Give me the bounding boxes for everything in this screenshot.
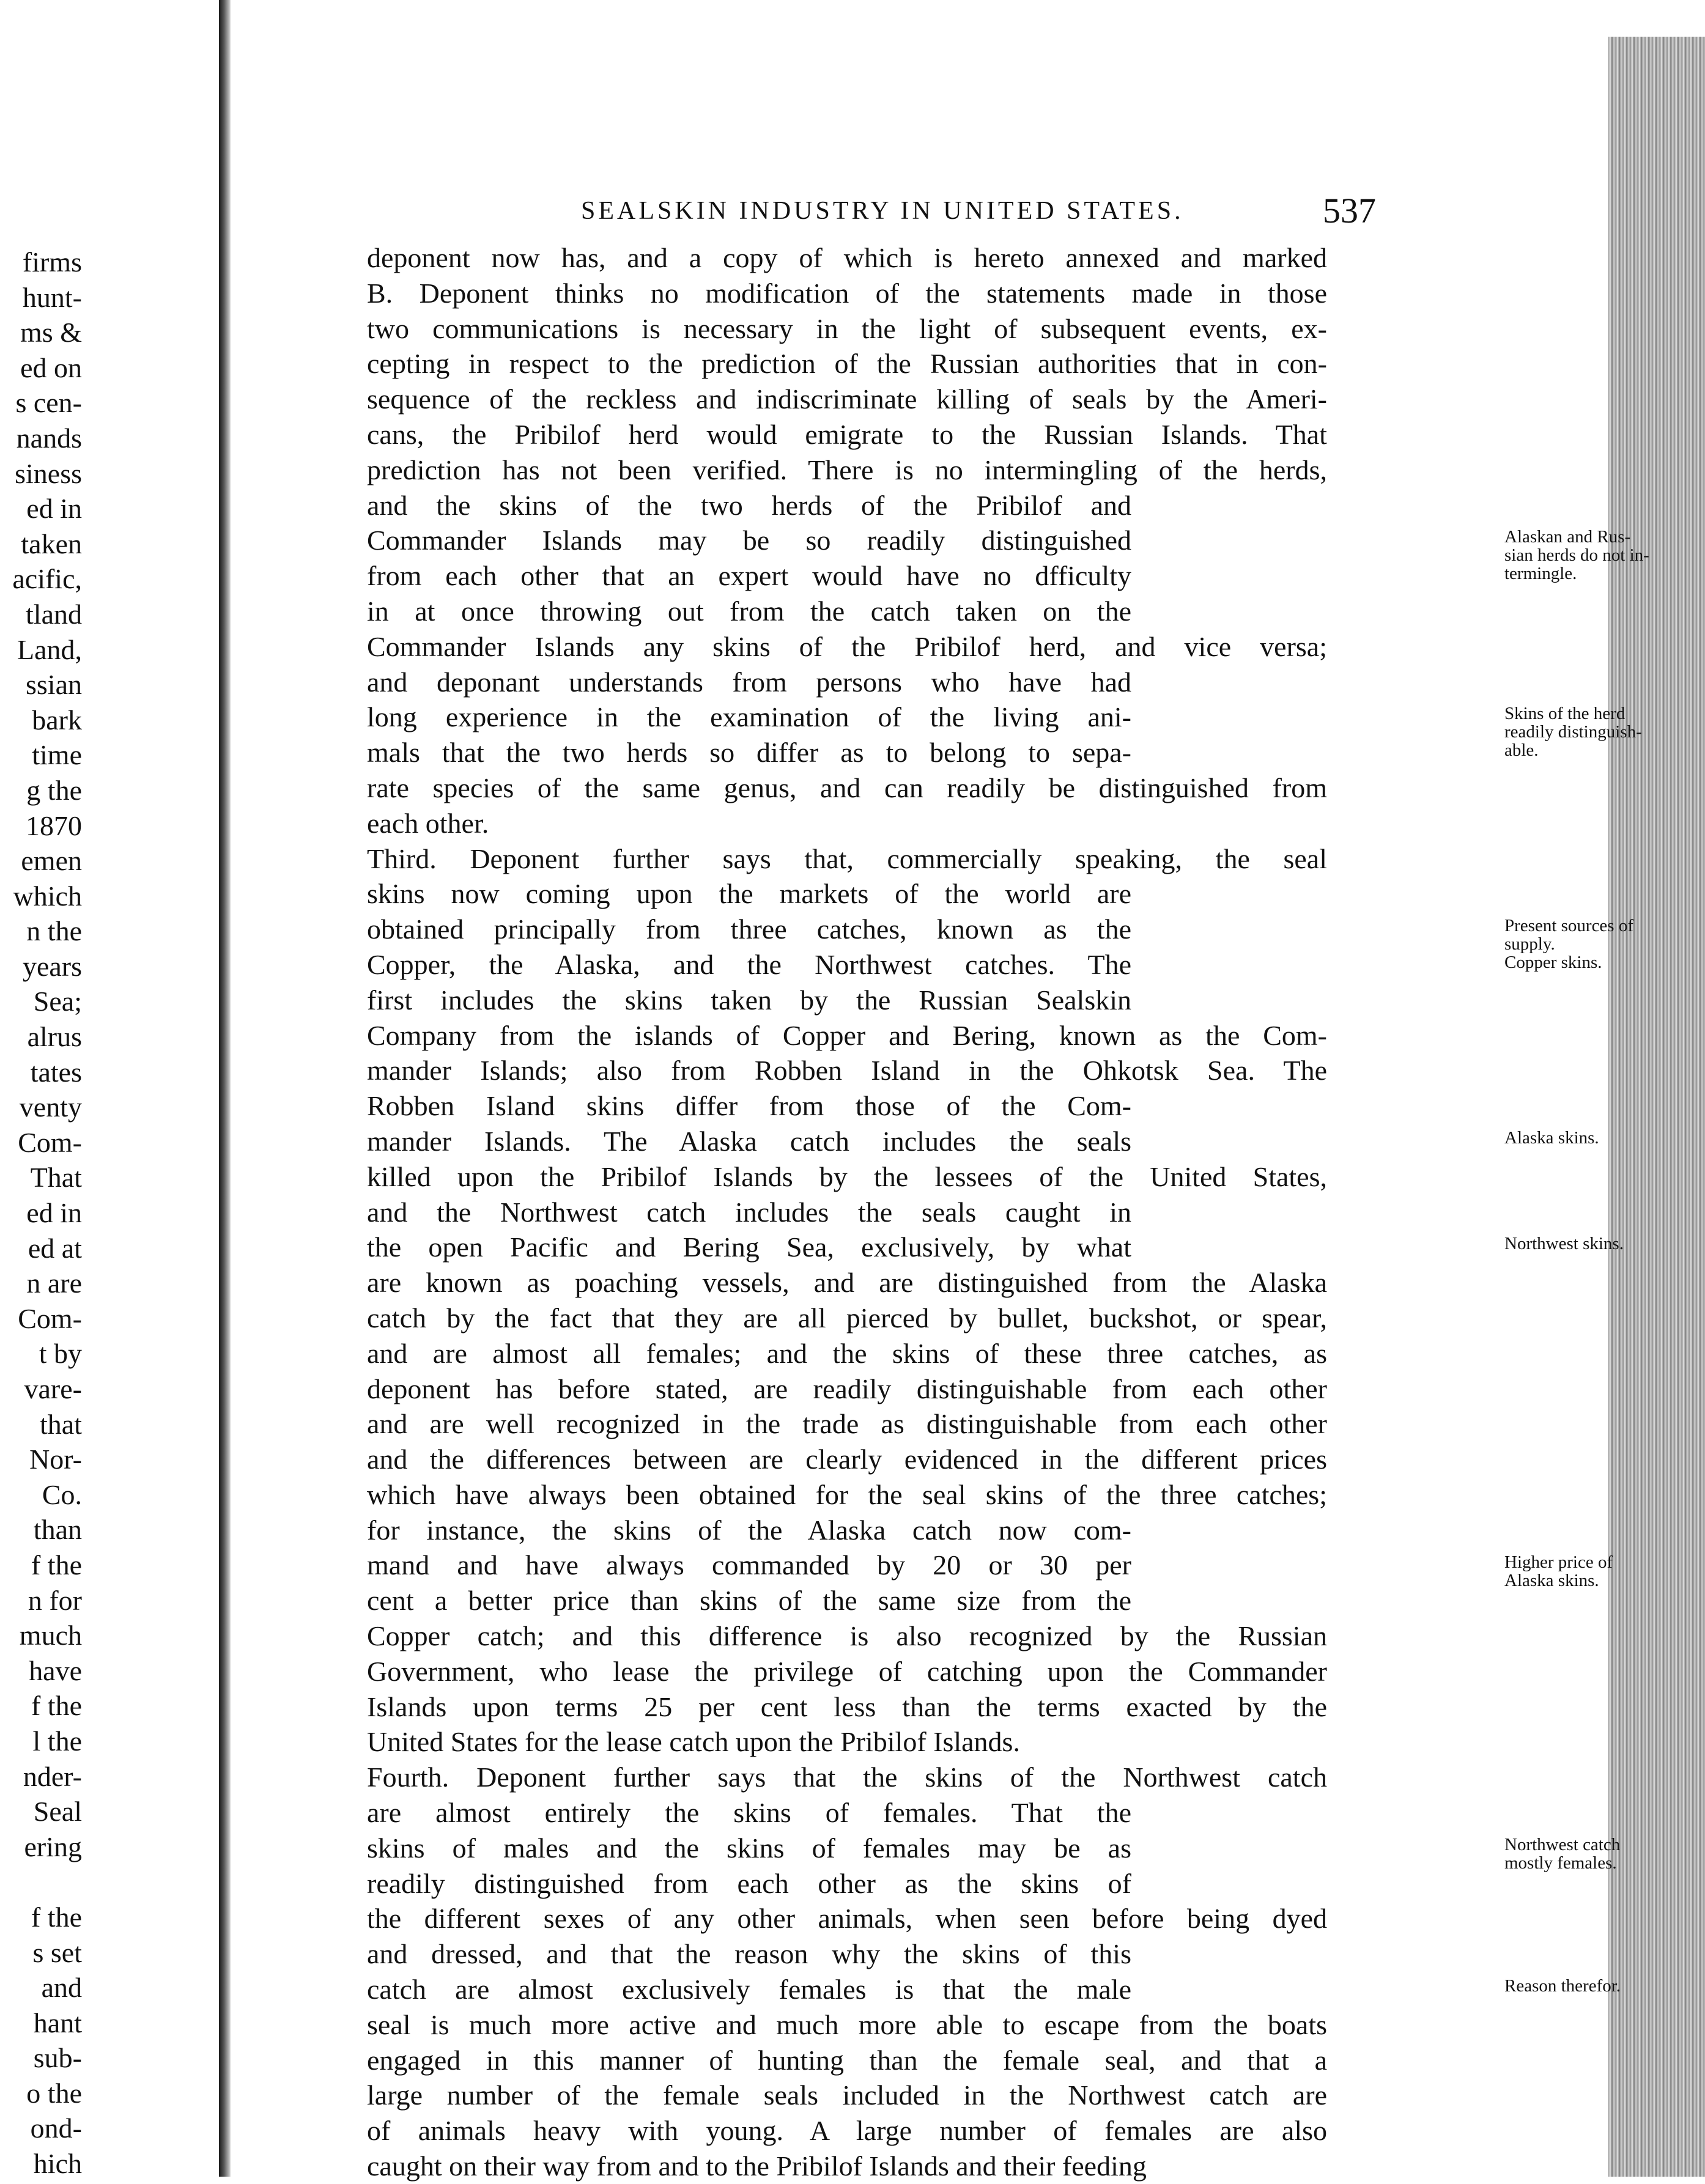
previous-page-line: s cen- — [15, 387, 82, 419]
body-line: are known as poaching vessels, and are distinguished from the Alaska — [367, 1267, 1327, 1299]
previous-page-line: l the — [32, 1725, 82, 1757]
margin-note-line: Copper skins. — [1504, 953, 1602, 973]
body-line: prediction has not been verified. There is no intermingling of the herds, — [367, 454, 1327, 485]
previous-page-line: than — [33, 1514, 82, 1546]
body-line: deponent has before stated, are readily distinguishable from each other — [367, 1373, 1327, 1404]
margin-note — [1504, 1234, 1705, 1253]
body-line: mander Islands; also from Robben Island in the Ohkotsk Sea. The — [367, 1055, 1327, 1086]
body-line: rate species of the same genus, and can readily be distinguished from — [367, 772, 1327, 803]
previous-page-line: acific, — [12, 563, 82, 595]
previous-page-line: sub- — [33, 2042, 82, 2074]
page-number: 537 — [1323, 191, 1376, 231]
margin-note — [1504, 1553, 1705, 1590]
previous-page-line: Com- — [18, 1302, 82, 1334]
body-line: caught on their way from and to the Pribilof Islands and their feeding — [367, 2150, 1147, 2182]
margin-note-line: Alaska skins. — [1504, 1570, 1599, 1590]
previous-page-line: ering — [24, 1831, 82, 1862]
margin-note — [1504, 528, 1705, 583]
body-line: and are well recognized in the trade as distinguishable from each other — [367, 1408, 1327, 1440]
margin-note-line: readily distinguish- — [1504, 722, 1642, 742]
body-line: Third. Deponent further says that, commercially speaking, the seal — [367, 843, 1327, 874]
previous-page-line: have — [29, 1655, 82, 1686]
previous-page-line: g the — [26, 774, 82, 806]
body-line: mand and have always commanded by 20 or 30 per — [367, 1549, 1131, 1581]
body-line: Commander Islands any skins of the Pribilof herd, and vice versa; — [367, 630, 1327, 662]
previous-page-line: hich — [33, 2148, 82, 2180]
body-line: for instance, the skins of the Alaska catch now com- — [367, 1514, 1131, 1546]
running-head: SEALSKIN INDUSTRY IN UNITED STATES. — [581, 197, 1184, 225]
previous-page-line: nder- — [23, 1760, 82, 1792]
body-line: B. Deponent thinks no modification of the statements made in those — [367, 277, 1327, 309]
previous-page-line: t by — [39, 1338, 82, 1370]
margin-note — [1504, 1835, 1705, 1872]
previous-page-line: venty — [19, 1091, 82, 1123]
previous-page-line: ms & — [20, 317, 82, 349]
previous-page-line: Nor- — [29, 1444, 82, 1475]
margin-note-line: Alaska skins. — [1504, 1128, 1599, 1148]
margin-note-line: Higher price of — [1504, 1552, 1613, 1572]
body-line: large number of the female seals included in the Northwest catch are — [367, 2079, 1327, 2111]
margin-note-line: supply. — [1504, 934, 1555, 954]
body-line: readily distinguished from each other as the skins of — [367, 1867, 1131, 1899]
previous-page-line: Co. — [42, 1478, 82, 1510]
book-gutter — [219, 0, 231, 2177]
previous-page-line: ed in — [26, 1197, 82, 1229]
previous-page-line: alrus — [27, 1021, 82, 1053]
previous-page-fragment — [0, 245, 92, 2182]
body-line: Islands upon terms 25 per cent less than the terms exacted by the — [367, 1691, 1327, 1722]
previous-page-line: firms — [22, 246, 82, 278]
previous-page-line: ed in — [26, 493, 82, 525]
body-line: and the Northwest catch includes the seals caught in — [367, 1196, 1131, 1228]
previous-page-line: taken — [21, 528, 82, 559]
body-line: which have always been obtained for the seal skins of the three catches; — [367, 1478, 1327, 1510]
body-line: and the skins of the two herds of the Pribilof and — [367, 489, 1131, 521]
previous-page-line: That — [30, 1162, 82, 1193]
previous-page-line: bark — [32, 704, 82, 736]
previous-page-line: n are — [26, 1267, 82, 1299]
body-line: engaged in this manner of hunting than the female seal, and that a — [367, 2044, 1327, 2076]
body-line: and deponant understands from persons who have had — [367, 666, 1131, 698]
body-line: obtained principally from three catches, known as the — [367, 913, 1131, 945]
previous-page-line: vare- — [24, 1373, 82, 1404]
previous-page-line: 1870 — [26, 810, 82, 841]
body-line: the open Pacific and Bering Sea, exclusively, by what — [367, 1231, 1131, 1263]
previous-page-line: time — [32, 739, 82, 771]
body-line: skins now coming upon the markets of the world are — [367, 878, 1131, 910]
body-line: cans, the Pribilof herd would emigrate to the Russian Islands. That — [367, 418, 1327, 450]
previous-page-line: o the — [26, 2077, 82, 2109]
body-line: and dressed, and that the reason why the skins of this — [367, 1938, 1131, 1970]
body-line: Company from the islands of Copper and Bering, known as the Com- — [367, 1019, 1327, 1051]
body-line: catch by the fact that they are all pierced by bullet, buckshot, or spear, — [367, 1302, 1327, 1334]
body-line: mals that the two herds so differ as to belong to sepa- — [367, 737, 1131, 769]
body-line: Commander Islands may be so readily distinguished — [367, 525, 1131, 556]
previous-page-line: hant — [33, 2007, 82, 2038]
previous-page-line: ond- — [30, 2112, 82, 2144]
body-line: killed upon the Pribilof Islands by the lessees of the United States, — [367, 1160, 1327, 1192]
margin-note — [1504, 1977, 1705, 1995]
body-line: cepting in respect to the prediction of the Russian authorities that in con- — [367, 348, 1327, 380]
body-line: sequence of the reckless and indiscriminate killing of seals by the Ameri- — [367, 383, 1327, 415]
previous-page-line: f the — [31, 1549, 82, 1581]
previous-page-line: ed on — [20, 352, 82, 383]
body-line: and the differences between are clearly evidenced in the different prices — [367, 1444, 1327, 1475]
margin-note-line: sian herds do not in- — [1504, 545, 1649, 566]
margin-note-line: Present sources of — [1504, 916, 1634, 936]
margin-note-line: Skins of the herd — [1504, 704, 1625, 724]
margin-note-line: able. — [1504, 740, 1539, 761]
margin-note — [1504, 917, 1705, 972]
body-line: seal is much more active and much more able to escape from the boats — [367, 2009, 1327, 2040]
previous-page-line: Seal — [33, 1796, 82, 1828]
previous-page-line: f the — [31, 1901, 82, 1933]
previous-page-line: years — [22, 950, 82, 982]
body-line: Copper, the Alaska, and the Northwest catches. The — [367, 948, 1131, 980]
previous-page-line: Sea; — [33, 986, 82, 1017]
previous-page-line — [0, 1864, 92, 1900]
previous-page-line: Land, — [17, 633, 82, 665]
body-line: the different sexes of any other animals, when seen before being dyed — [367, 1903, 1327, 1935]
body-line: Robben Island skins differ from those of the Com- — [367, 1090, 1131, 1122]
previous-page-line: hunt- — [22, 281, 82, 313]
body-text — [367, 240, 1649, 2184]
previous-page-line: ed at — [28, 1232, 82, 1264]
previous-page-line: n the — [26, 915, 82, 947]
previous-page-line: nands — [16, 422, 82, 454]
margin-note — [1504, 704, 1705, 759]
body-line: from each other that an expert would have no dfficulty — [367, 560, 1131, 592]
previous-page-line: which — [13, 880, 82, 912]
previous-page-line: much — [19, 1620, 82, 1651]
margin-note-line: Northwest catch — [1504, 1835, 1621, 1854]
previous-page-line: that — [40, 1408, 82, 1440]
previous-page-line: ssian — [26, 669, 82, 701]
margin-note-line: Northwest skins. — [1504, 1234, 1624, 1254]
body-line: of animals heavy with young. A large number of females are also — [367, 2115, 1327, 2147]
margin-note — [1504, 1129, 1705, 1147]
body-line: are almost entirely the skins of females. That the — [367, 1797, 1131, 1829]
previous-page-line: emen — [21, 845, 82, 877]
body-line: long experience in the examination of the living ani- — [367, 701, 1131, 733]
body-line: two communications is necessary in the light of subsequent events, ex- — [367, 312, 1327, 344]
body-line: Government, who lease the privilege of catching upon the Commander — [367, 1655, 1327, 1687]
body-line: each other. — [367, 807, 489, 839]
margin-note-line: termingle. — [1504, 564, 1577, 584]
previous-page-line: s set — [32, 1936, 82, 1968]
previous-page-line: tates — [30, 1056, 82, 1088]
previous-page-line: siness — [15, 457, 82, 489]
previous-page-line: n for — [28, 1584, 82, 1616]
body-line: first includes the skins taken by the Russian Sealskin — [367, 984, 1131, 1016]
body-line: Copper catch; and this difference is also recognized by the Russian — [367, 1620, 1327, 1652]
body-line: in at once throwing out from the catch taken on the — [367, 595, 1131, 627]
margin-note-line: Alaskan and Rus- — [1504, 527, 1631, 547]
body-line: United States for the lease catch upon the Pribilof Islands. — [367, 1726, 1020, 1758]
previous-page-line: tland — [26, 598, 82, 630]
previous-page-line: f the — [31, 1690, 82, 1722]
body-line: cent a better price than skins of the same size from the — [367, 1585, 1131, 1617]
margin-note-line: mostly females. — [1504, 1853, 1617, 1873]
body-line: Fourth. Deponent further says that the skins of the Northwest catch — [367, 1762, 1327, 1793]
previous-page-line: Com- — [18, 1126, 82, 1158]
body-line: and are almost all females; and the skins of these three catches, as — [367, 1337, 1327, 1369]
body-line: catch are almost exclusively females is that the male — [367, 1974, 1131, 2005]
body-line: mander Islands. The Alaska catch includes the seals — [367, 1125, 1131, 1157]
body-line: skins of males and the skins of females may be as — [367, 1832, 1131, 1864]
body-line: deponent now has, and a copy of which is hereto annexed and marked — [367, 242, 1327, 273]
margin-note-line: Reason therefor. — [1504, 1976, 1621, 1996]
previous-page-line: and — [41, 1972, 82, 2004]
